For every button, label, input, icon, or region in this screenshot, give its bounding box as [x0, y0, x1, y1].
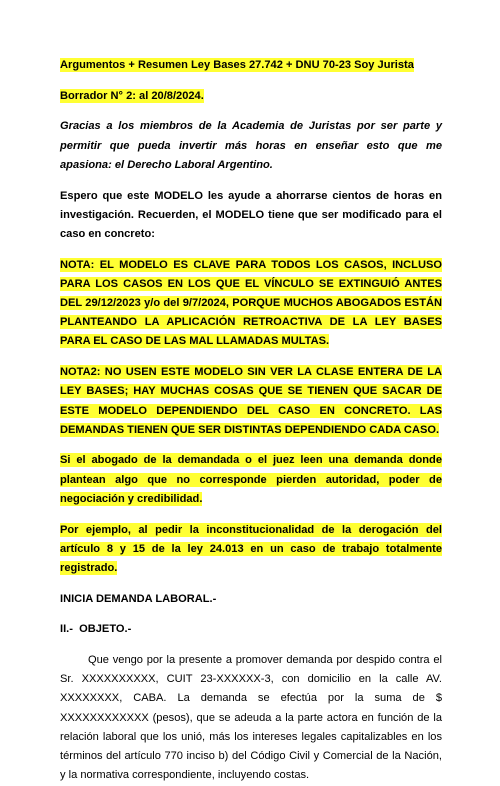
- intro-paragraph: Espero que este MODELO les ayude a ahorrarse cientos de horas en investigación. Recuerden, el MODELO tiene que ser modificado para el caso en concreto:: [60, 189, 442, 240]
- heading-objeto: II.- OBJETO.-: [60, 623, 132, 636]
- warning-paragraph: [60, 451, 442, 509]
- nota1-text: NOTA: EL MODELO ES CLAVE PARA TODOS LOS CASOS, INCLUSO PARA LOS CASOS EN LOS QUE EL VÍNCULO SE EXTINGUIÓ ANTES DEL 29/12/2023 y/o del 9/7/2024, PORQUE MUCHOS ABOGADOS ESTÁN PLANTEANDO LA APLICACIÓN RETROACTIVA DE LA LEY BASES PARA EL CASO DE LAS MAL LLAMADAS MULTAS.: [60, 258, 442, 348]
- nota2-paragraph: [60, 363, 442, 440]
- example-paragraph: [60, 521, 442, 579]
- nota2-text: NOTA2: NO USEN ESTE MODELO SIN VER LA CLASE ENTERA DE LA LEY BASES; HAY MUCHAS COSAS QUE SE TIENEN QUE SACAR DE ESTE MODELO DEPENDIENDO DEL CASO EN CONCRETO. LAS DEMANDAS TIENEN QUE SER DISTINTAS DEPENDIENDO CADA CASO.: [60, 366, 442, 436]
- document-title-line: [60, 56, 442, 75]
- example-text: Por ejemplo, al pedir la inconstitucionalidad de la derogación del artículo 8 y 15 de la ley 24.013 en un caso de trabajo totalmente registrado.: [60, 523, 442, 574]
- heading-demanda: INICIA DEMANDA LABORAL.-: [60, 592, 217, 605]
- document-title: Argumentos + Resumen Ley Bases 27.742 + DNU 70-23 Soy Jurista: [60, 59, 414, 71]
- objeto-paragraph: Que vengo por la presente a promover demanda por despido contra el Sr. XXXXXXXXXX, CUIT 23-XXXXXX-3, con domicilio en la calle AV. XXXXXXXX, CABA. La demanda se efectúa por la suma de $ XXXXXXXXXXXX (pesos), que se adeuda a la parte actora en función de la relación laboral que los unió, más los intereses legales capitalizables en los términos del artículo 770 inciso b) del Código Civil y Comercial de la Nación, y la normativa correspondiente, incluyendo costas.: [60, 654, 442, 782]
- nota1-paragraph: [60, 256, 442, 352]
- draft-line: [60, 87, 442, 106]
- thanks-paragraph: Gracias a los miembros de la Academia de Juristas por ser parte y permitir que pueda invertir más horas en enseñar esto que me apasiona: el Derecho Laboral Argentino.: [60, 120, 442, 171]
- warning-text: Si el abogado de la demandada o el juez leen una demanda donde plantean algo que no corresponde pierden autoridad, poder de negociación y credibilidad.: [60, 454, 442, 505]
- draft-label: Borrador N° 2: al 20/8/2024.: [60, 89, 204, 102]
